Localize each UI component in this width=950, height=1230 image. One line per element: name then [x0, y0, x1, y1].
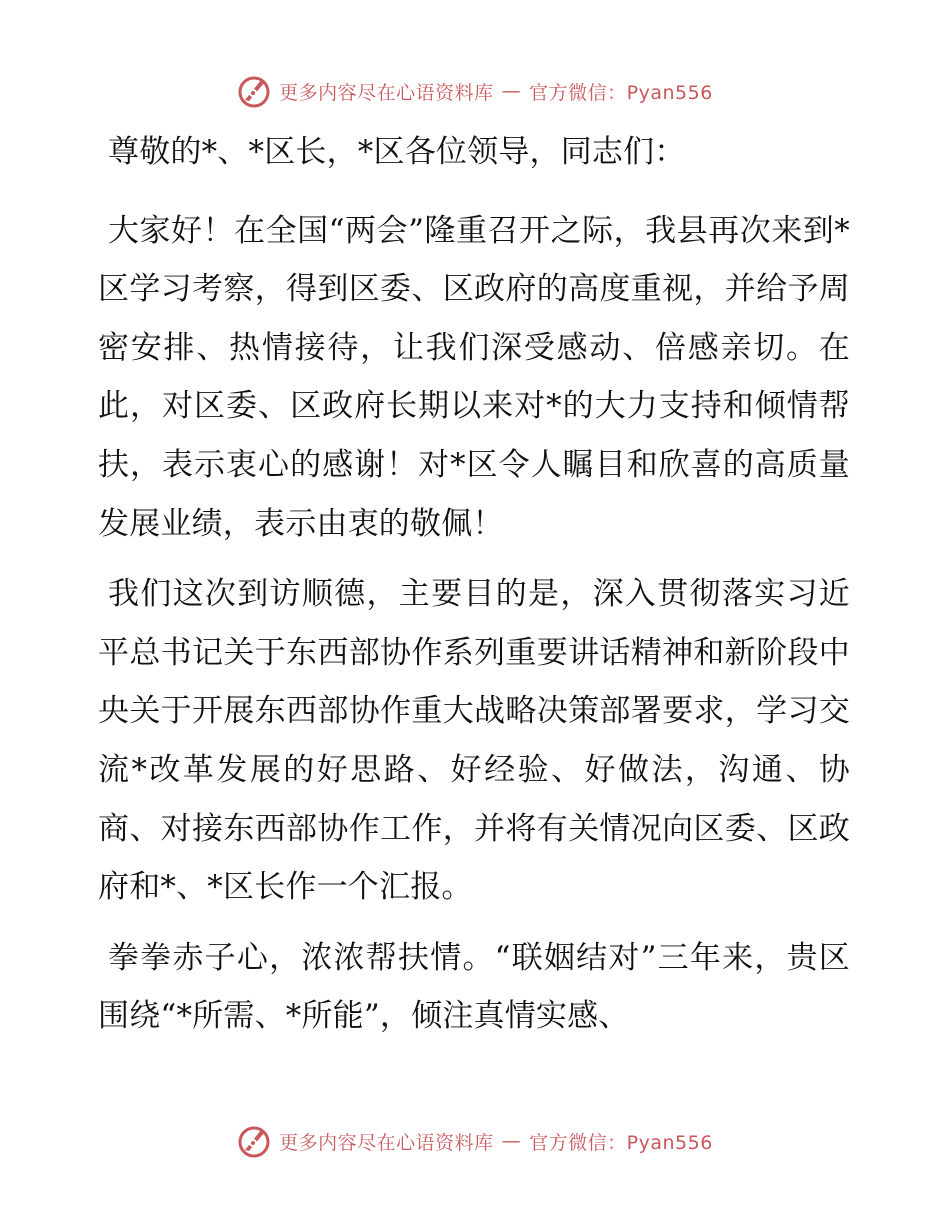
- greeting-line: 尊敬的*、*区长，*区各位领导，同志们：: [108, 134, 686, 170]
- header-watermark: [0, 71, 950, 111]
- watermark-dash: —: [501, 1130, 522, 1152]
- document-body: [98, 123, 850, 1058]
- paragraph-2: 我们这次到访顺德，主要目的是，深入贯彻落实习近平总书记关于东西部协作系列重要讲话精神和新阶段中央关于开展东西部协作重大战略决策部署要求，学习交流*改革发展的好思路、好经验、好做法，沟通、协商、对接东西部协作工作，并将有关情况向区委、区政府和*、*区长作一个汇报。: [98, 576, 850, 906]
- watermark-text: 更多内容尽在心语资料库: [279, 1131, 494, 1154]
- watermark-wechat: 官方微信：Pyan556: [529, 1131, 713, 1154]
- watermark-text: 更多内容尽在心语资料库: [279, 81, 494, 104]
- watermark-wechat: 官方微信：Pyan556: [529, 81, 713, 104]
- quill-logo-icon: [237, 74, 271, 108]
- watermark-dash: —: [501, 80, 522, 102]
- paragraph-3: 拳拳赤子心，浓浓帮扶情。“联姻结对”三年来，贵区围绕“*所需、*所能”，倾注真情实感、: [98, 939, 850, 1035]
- paragraph-1: 大家好！在全国“两会”隆重召开之际，我县再次来到*区学习考察，得到区委、区政府的高度重视，并给予周密安排、热情接待，让我们深受感动、倍感亲切。在此，对区委、区政府长期以来对*的大力支持和倾情帮扶，表示衷心的感谢！对*区令人瞩目和欣喜的高质量发展业绩，表示由衷的敬佩！: [98, 212, 850, 542]
- footer-watermark: [0, 1121, 950, 1161]
- quill-logo-icon: [237, 1124, 271, 1158]
